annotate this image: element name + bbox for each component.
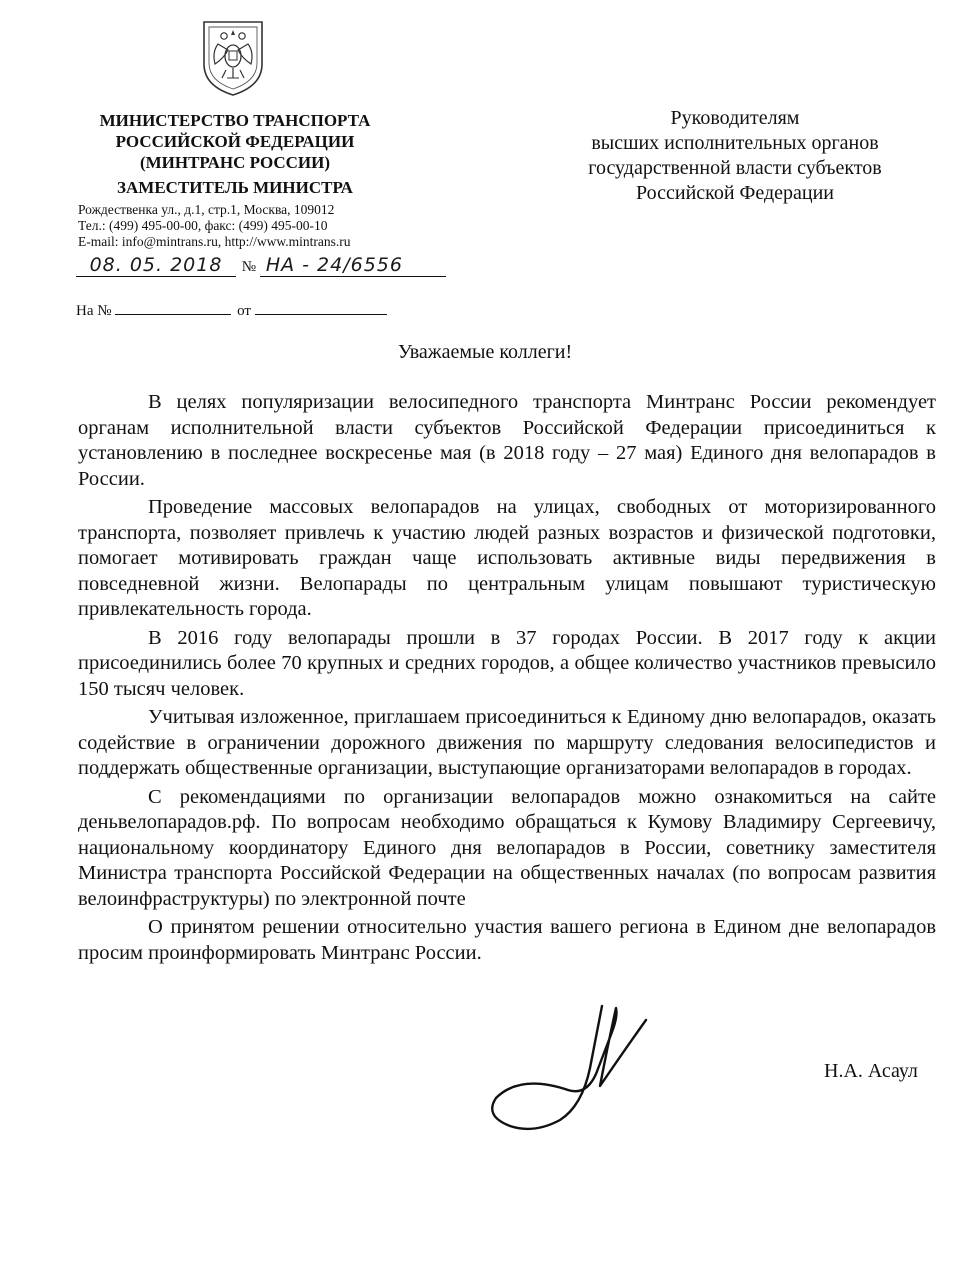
- addressee-line: Руководителям: [670, 107, 800, 129]
- salutation: Уважаемые коллеги!: [397, 341, 573, 363]
- from-label: от: [237, 303, 251, 319]
- registration-date: 08. 05. 2018: [76, 254, 236, 277]
- body-paragraph: С рекомендациями по организации велопарадов можно ознакомиться на сайте деньвелопарадов.рф. По вопросам необходимо обращаться к Кумову Владимиру Сергеевичу, национальному координатору Единого дня велопарадов в России, советнику заместителя Министра транспорта Российской Федерации на общественных началах (по вопросам развития велоинфраструктуры) по электронной почте: [78, 785, 936, 910]
- ministry-line: РОССИЙСКОЙ ФЕДЕРАЦИИ: [115, 132, 355, 151]
- body-paragraph: Проведение массовых велопарадов на улицах, свободных от моторизированного транспорта, позволяет привлечь к участию людей разных возрастов и физической подготовки, помогает мотивировать граждан чаще использовать активные виды передвижения в повседневной жизни. Велопарады по центральным улицам повышают туристическую привлекательность города.: [78, 496, 936, 620]
- addressee-line: государственной власти субъектов: [588, 157, 882, 179]
- signer-name: Н.А. Асаул: [824, 1060, 918, 1082]
- handwritten-signature: [450, 998, 710, 1168]
- number-label: №: [241, 259, 257, 275]
- reply-label: На №: [76, 303, 112, 319]
- reply-number-field: [115, 300, 231, 315]
- addressee-line: высших исполнительных органов: [591, 132, 879, 154]
- body-paragraph: В 2016 году велопарады прошли в 37 городах России. В 2017 году к акции присоединились более 70 крупных и средних городов, а общее количество участников превысило 150 тысяч человек.: [78, 626, 936, 700]
- phone-line: Тел.: (499) 495-00-00, факс: (499) 495-00-10: [78, 218, 328, 233]
- reply-line: [76, 300, 387, 320]
- ministry-heading: [80, 110, 390, 198]
- body-paragraph: О принятом решении относительно участия вашего региона в Едином дне велопарадов просим проинформировать Минтранс России.: [78, 916, 936, 964]
- body-paragraph: В целях популяризации велосипедного транспорта Минтранс России рекомендует органам исполнительной власти субъектов Российской Федерации присоединиться к установлению в последнее воскресенье мая (в 2018 году – 27 мая) Единого дня велопарадов в России.: [78, 391, 936, 490]
- addressee-block: [540, 106, 930, 206]
- body-paragraph: Учитывая изложенное, приглашаем присоединиться к Единому дню велопарадов, оказать содействие в ограничении дорожного движения по маршруту следования велосипедистов и поддержать общественные организации, выступающие организаторами велопарадов в городах.: [78, 706, 936, 779]
- address-line: Рождественка ул., д.1, стр.1, Москва, 109012: [78, 202, 335, 217]
- reply-date-field: [255, 300, 387, 315]
- ministry-contacts: [78, 202, 398, 250]
- registration-line: [76, 254, 446, 277]
- email-line: E-mail: info@mintrans.ru, http://www.mintrans.ru: [78, 234, 351, 249]
- deputy-title: ЗАМЕСТИТЕЛЬ МИНИСТРА: [117, 178, 353, 197]
- coat-of-arms-icon: [200, 18, 266, 98]
- addressee-line: Российской Федерации: [635, 182, 835, 204]
- letter-body: [78, 390, 936, 966]
- ministry-line: (МИНТРАНС РОССИИ): [139, 153, 331, 172]
- ministry-line: МИНИСТЕРСТВО ТРАНСПОРТА: [99, 111, 371, 130]
- registration-number: НА - 24/6556: [260, 254, 446, 277]
